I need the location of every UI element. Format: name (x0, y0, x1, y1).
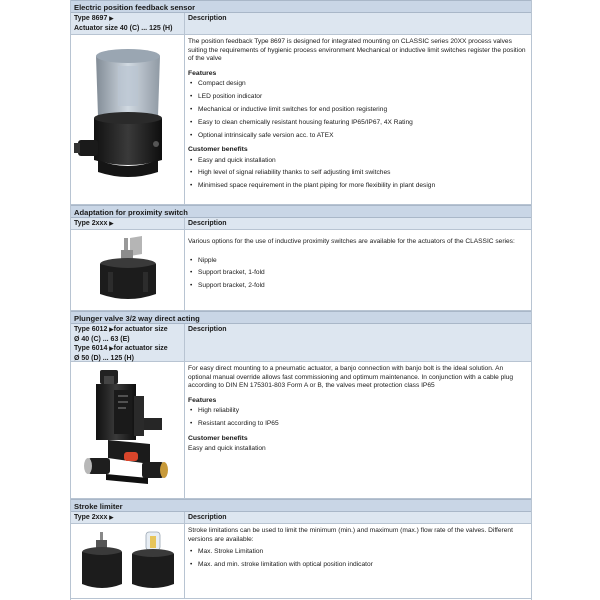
proximity-adapter-icon (88, 234, 168, 306)
list-item: • Max. Stroke Limitation (188, 548, 528, 557)
list-item: • Nipple (188, 257, 528, 266)
features-list (188, 80, 528, 140)
list-item: • Max. and min. stroke limitation with optical position indicator (188, 561, 528, 570)
features-title: Features (188, 69, 217, 77)
description-header: Description (185, 13, 531, 35)
arrow-icon: ▶ (109, 515, 114, 521)
list-item: • Optional intrinsically safe version acc. to ATEX (188, 132, 528, 141)
versions-list (188, 548, 528, 569)
benefits-title: Customer benefits (188, 434, 248, 442)
size-range-label: Ø 50 (D) ... 125 (H) (74, 355, 134, 362)
description-header: Description (185, 512, 531, 524)
list-item: • Support bracket, 1-fold (188, 269, 528, 278)
datasheet (70, 0, 532, 600)
features-list (188, 407, 528, 428)
section-row-proximity (71, 218, 531, 311)
list-item: • Resistant according to IP65 (188, 420, 528, 429)
type-label: Type 2xxx (74, 220, 108, 227)
type-info (71, 218, 184, 230)
proximity-adapter-image (71, 230, 184, 309)
list-item: • Compact design (188, 80, 528, 89)
actuator-size-label: Actuator size 40 (C) ... 125 (H) (74, 25, 173, 32)
section-title-proximity: Adaptation for proximity switch (71, 205, 531, 218)
type-label: Type 8697 (74, 15, 108, 22)
position-sensor-image (71, 35, 184, 203)
intro-text: Stroke limitations can be used to limit the minimum (min.) and maximum (max.) flow rate of the valves. Different versions are available: (188, 527, 513, 543)
list-item: • Mechanical or inductive limit switches for end position registering (188, 106, 528, 115)
type-label: Type 2xxx (74, 514, 108, 521)
right-col (185, 218, 531, 310)
section-title-stroke-limiter: Stroke limiter (71, 499, 531, 512)
section-title-position-sensor: Electric position feedback sensor (71, 0, 531, 13)
type-label: Type 6012 (74, 326, 108, 333)
section-row-position-sensor (71, 13, 531, 205)
type-label: Type 6014 (74, 345, 108, 352)
description-body (185, 230, 531, 297)
intro-text: For easy direct mounting to a pneumatic actuator, a banjo connection with banjo bolt is the ideal solution. An optional manual override allows fast commissioning and optimum maintenance. In conjunction with a cable plug according to DIN EN 175301-803 Form A or B, the valves meet protection class IP65 (188, 365, 514, 390)
left-col (71, 324, 185, 498)
size-range-label: Ø 40 (C) ... 63 (E) (74, 336, 130, 343)
list-item: • High level of signal reliability thanks to self adjusting limit switches (188, 169, 528, 178)
plunger-valve-icon (78, 366, 178, 494)
left-col (71, 13, 185, 204)
stroke-limiter-icon (76, 528, 180, 594)
right-col (185, 13, 531, 204)
intro-text: Various options for the use of inductive proximity switches are available for the actuators of the CLASSIC series: (188, 238, 515, 245)
benefits-title: Customer benefits (188, 146, 248, 154)
arrow-icon: ▶ (109, 221, 114, 227)
list-item: • Easy to clean chemically resistant housing featuring IP65/IP67, 4X Rating (188, 119, 528, 128)
section-title-plunger-valve: Plunger valve 3/2 way direct acting (71, 311, 531, 324)
type-info (71, 13, 184, 35)
actuator-size-suffix: for actuator size (113, 345, 168, 352)
benefits-list (188, 157, 528, 191)
stroke-limiter-image (71, 524, 184, 597)
intro-text: The position feedback Type 8697 is designed for integrated mounting on CLASSIC series 20XX process valves suiting the requirements of hygienic process environment Mechanical or inductive limit switches register the position of the valve (188, 38, 526, 63)
right-col (185, 324, 531, 498)
type-info (71, 324, 184, 362)
left-col (71, 218, 185, 310)
description-header: Description (185, 218, 531, 230)
left-col (71, 512, 185, 598)
position-sensor-icon (74, 44, 182, 194)
description-body (185, 524, 531, 576)
features-title: Features (188, 396, 217, 404)
description-header: Description (185, 324, 531, 362)
type-info (71, 512, 184, 524)
benefits-text: Easy and quick installation (188, 445, 266, 453)
section-row-plunger-valve (71, 324, 531, 499)
list-item: • Minimised space requirement in the plant piping for more flexibility in plant design (188, 182, 528, 191)
description-body (185, 35, 531, 197)
actuator-size-suffix: for actuator size (113, 326, 168, 333)
description-body (185, 362, 531, 456)
list-item: • Support bracket, 2-fold (188, 282, 528, 291)
arrow-icon: ▶ (109, 346, 114, 352)
plunger-valve-image (71, 362, 184, 497)
list-item: • LED position indicator (188, 93, 528, 102)
arrow-icon: ▶ (109, 327, 114, 333)
section-row-stroke-limiter (71, 512, 531, 599)
list-item: • Easy and quick installation (188, 157, 528, 166)
list-item: • High reliability (188, 407, 528, 416)
options-list (188, 257, 528, 291)
right-col (185, 512, 531, 598)
arrow-icon: ▶ (109, 16, 114, 22)
